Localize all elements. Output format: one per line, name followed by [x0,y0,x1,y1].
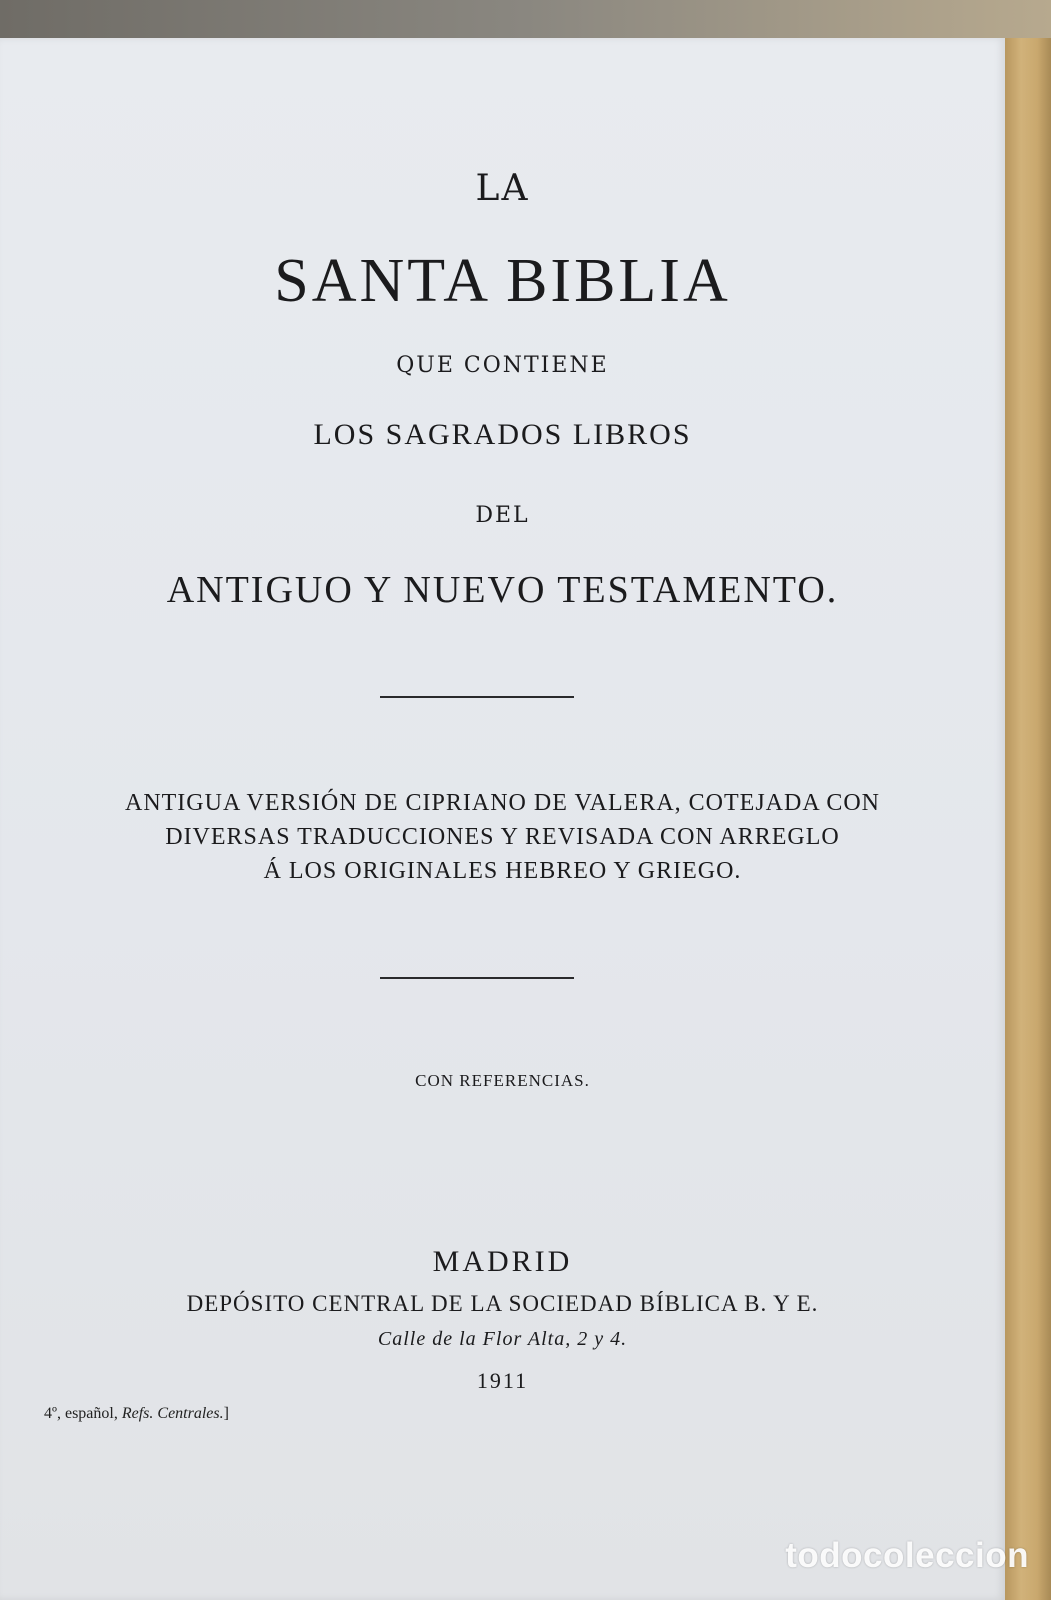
watermark: todocoleccion [785,1536,1029,1575]
divider-rule [380,696,574,698]
main-title: SANTA BIBLIA [274,247,731,315]
imprint-prefix: 4º, español, [44,1405,122,1422]
divider-rule [380,977,574,979]
title-page [0,38,1005,1600]
subtitle-testamento: ANTIGUO Y NUEVO TESTAMENTO. [166,569,839,611]
subtitle-que-contiene: QUE CONTIENE [396,353,609,378]
title-article: LA [475,168,530,209]
subtitle-sagrados-libros: LOS SAGRADOS LIBROS [313,418,692,451]
version-line-3: Á LOS ORIGINALES HEBREO Y GRIEGO. [263,858,742,884]
publication-year: 1911 [476,1368,529,1393]
publisher-address: Calle de la Flor Alta, 2 y 4. [377,1328,628,1350]
publication-city: MADRID [432,1245,573,1278]
imprint-suffix: ] [223,1405,229,1422]
imprint-italic: Refs. Centrales. [121,1405,224,1422]
version-line-1: ANTIGUA VERSIÓN DE CIPRIANO DE VALERA, COTEJADA CON [124,790,881,816]
imprint-note [44,1405,229,1423]
publisher-name: DEPÓSITO CENTRAL DE LA SOCIEDAD BÍBLICA B. Y E. [186,1291,819,1316]
subtitle-del: DEL [475,503,530,528]
page-edge [1005,38,1051,1600]
version-line-2: DIVERSAS TRADUCCIONES Y REVISADA CON ARREGLO [165,824,840,850]
references-note: CON REFERENCIAS. [415,1071,590,1090]
